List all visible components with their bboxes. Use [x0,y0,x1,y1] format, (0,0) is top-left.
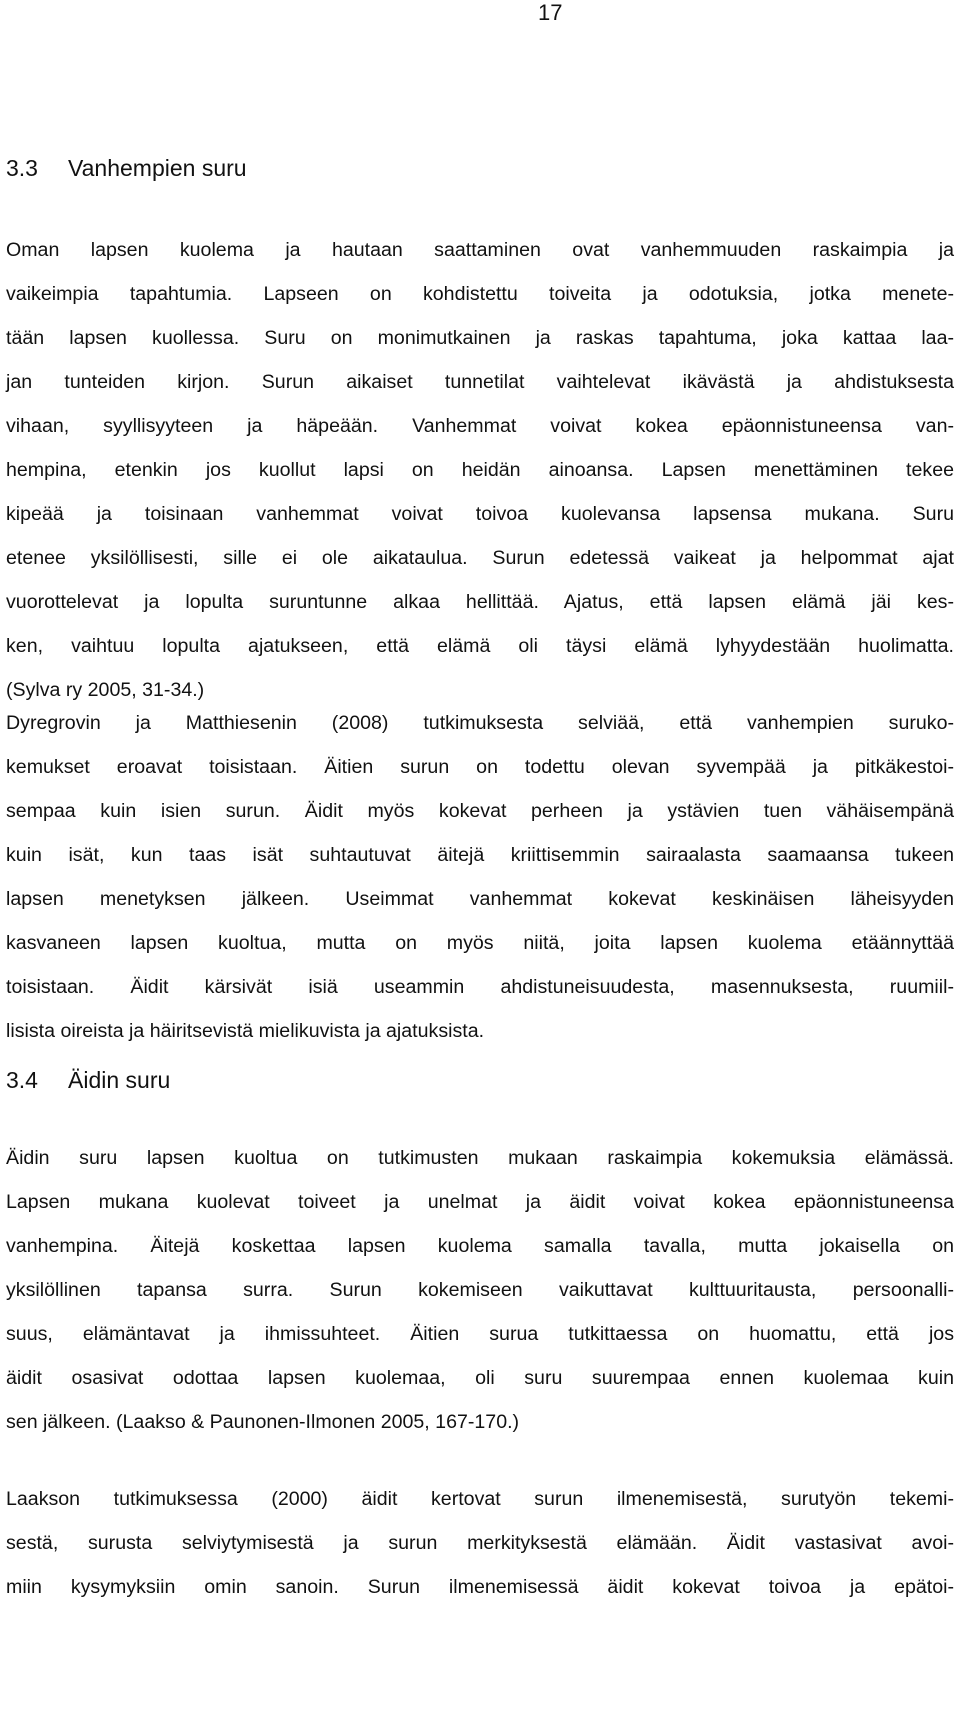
text-line: vanhempina. Äitejä koskettaa lapsen kuolema samalla tavalla, mutta jokaisella on [6,1235,954,1257]
text-line: äidit osasivat odottaa lapsen kuolemaa, oli suru suurempaa ennen kuolemaa kuin [6,1367,954,1389]
text-line: kipeää ja toisinaan vanhemmat voivat toivoa kuolevansa lapsensa mukana. Suru [6,503,954,525]
text-line: vuorottelevat ja lopulta suruntunne alkaa hellittää. Ajatus, että lapsen elämä jäi kes- [6,591,954,613]
paragraph-2 [6,701,954,1053]
text-line: Lapsen mukana kuolevat toiveet ja unelmat ja äidit voivat kokea epäonnistuneensa [6,1191,954,1213]
text-line: Dyregrovin ja Matthiesenin (2008) tutkimuksesta selviää, että vanhempien suruko- [6,712,954,734]
text-line: (Sylva ry 2005, 31-34.) [6,679,205,701]
text-line: suus, elämäntavat ja ihmissuhteet. Äitien surua tutkittaessa on huomattu, että jos [6,1323,954,1345]
text-line: vaikeimpia tapahtumia. Lapseen on kohdistettu toiveita ja odotuksia, jotka menete- [6,283,954,305]
text-line: sempaa kuin isien surun. Äidit myös kokevat perheen ja ystävien tuen vähäisempänä [6,800,954,822]
section-title: Äidin suru [68,1067,171,1093]
paragraph-4 [6,1477,954,1609]
text-line: vihaan, syyllisyyteen ja häpeään. Vanhemmat voivat kokea epäonnistuneensa van- [6,415,954,437]
text-line: kasvaneen lapsen kuoltua, mutta on myös niitä, joita lapsen kuolema etäännyttää [6,932,954,954]
section-number: 3.4 [6,1067,38,1093]
section-heading-3-4 [6,1066,170,1094]
section-number: 3.3 [6,155,38,181]
paragraph-3 [6,1136,954,1444]
text-line: yksilöllinen tapansa surra. Surun kokemiseen vaikuttavat kulttuuritausta, persoonalli- [6,1279,954,1301]
text-line: Äidin suru lapsen kuoltua on tutkimusten mukaan raskaimpia kokemuksia elämässä. [6,1147,954,1169]
text-line: hempina, etenkin jos kuollut lapsi on heidän ainoansa. Lapsen menettäminen tekee [6,459,954,481]
text-line: miin kysymyksiin omin sanoin. Surun ilmenemisessä äidit kokevat toivoa ja epätoi- [6,1576,954,1598]
text-line: lisista oireista ja häiritsevistä mielikuvista ja ajatuksista. [6,1020,485,1042]
text-line: ken, vaihtuu lopulta ajatukseen, että elämä oli täysi elämä lyhyydestään huolimatta. [6,635,954,657]
page-number: 17 [538,0,563,25]
text-line: kuin isät, kun taas isät suhtautuvat äitejä kriittisemmin sairaalasta saamaansa tukeen [6,844,954,866]
text-line: lapsen menetyksen jälkeen. Useimmat vanhemmat kokevat keskinäisen läheisyyden [6,888,954,910]
text-line: Laakson tutkimuksessa (2000) äidit kertovat surun ilmenemisestä, surutyön tekemi- [6,1488,954,1510]
text-line: kemukset eroavat toisistaan. Äitien surun on todettu olevan syvempää ja pitkäkestoi- [6,756,954,778]
text-line: etenee yksilöllisesti, sille ei ole aikataulua. Surun edetessä vaikeat ja helpommat ajat [6,547,954,569]
text-line: sestä, surusta selviytymisestä ja surun merkityksestä elämään. Äidit vastasivat avoi- [6,1532,954,1554]
text-line: tään lapsen kuollessa. Suru on monimutkainen ja raskas tapahtuma, joka kattaa laa- [6,327,954,349]
text-line: Oman lapsen kuolema ja hautaan saattaminen ovat vanhemmuuden raskaimpia ja [6,239,954,261]
section-title: Vanhempien suru [68,155,247,181]
text-line: jan tunteiden kirjon. Surun aikaiset tunnetilat vaihtelevat ikävästä ja ahdistuksesta [6,371,954,393]
paragraph-1 [6,228,954,712]
text-line: sen jälkeen. (Laakso & Paunonen-Ilmonen 2005, 167-170.) [6,1411,520,1433]
section-heading-3-3 [6,154,247,182]
text-line: toisistaan. Äidit kärsivät isiä useammin ahdistuneisuudesta, masennuksesta, ruumiil- [6,976,954,998]
